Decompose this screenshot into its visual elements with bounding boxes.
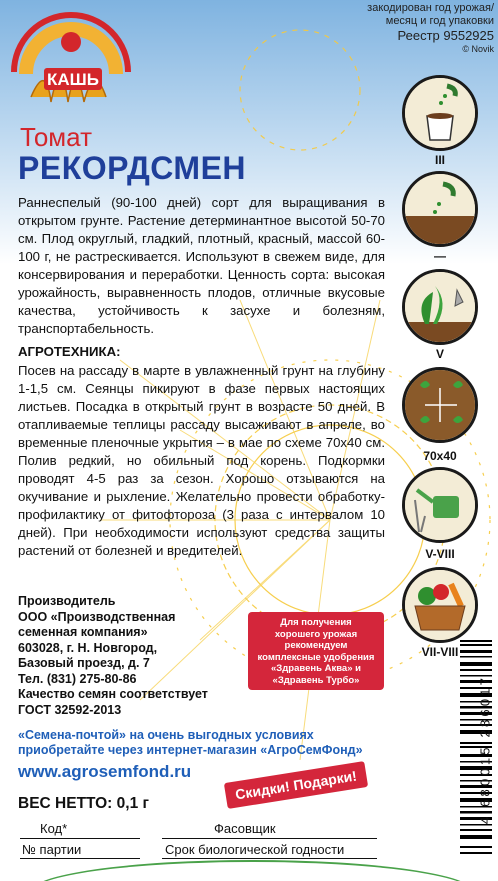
seedling-trowel-icon	[402, 269, 478, 345]
brand-logo	[6, 2, 136, 122]
fertilizer-promo	[248, 612, 384, 690]
planting-scheme-icon	[402, 367, 478, 443]
net-weight: ВЕС НЕТТО: 0,1 г	[18, 795, 149, 812]
product-type: Томат	[20, 122, 92, 152]
producer-line: Производитель	[18, 594, 116, 608]
producer-line: ГОСТ 32592-2013	[18, 702, 122, 717]
promo-line: «Здравень Аква» и	[271, 663, 361, 674]
icon-label-6: VII-VIII	[421, 645, 459, 659]
packer-label: Фасовщик	[214, 821, 276, 836]
harvest-basket-icon	[402, 567, 478, 643]
packing-info	[367, 2, 494, 56]
shelf-life-label: Срок биологической годности	[165, 842, 345, 857]
code-line	[20, 838, 140, 839]
order-line1: «Семена-почтой» на очень выгодных условиях	[18, 728, 314, 742]
logo-word: КАШЬ	[47, 70, 99, 89]
producer-line: ООО «Производственная	[18, 609, 176, 624]
website-link[interactable]: www.agrosemfond.ru	[18, 762, 192, 781]
packer-line	[162, 838, 377, 839]
batch-label: № партии	[22, 842, 82, 857]
seed-cup-icon	[402, 75, 478, 151]
producer-line: Качество семян соответствует	[18, 687, 208, 701]
icon-label-2: —	[434, 249, 446, 263]
producer-line: семенная компания»	[18, 625, 148, 639]
barcode-number: 4 680015 286017	[477, 674, 493, 825]
copyright: © Novik	[462, 44, 494, 54]
order-line2: приобретайте через интернет-магазин «АгроСемФонд»	[18, 743, 363, 757]
producer-info	[18, 594, 208, 718]
agro-heading: АГРОТЕХНИКА:	[18, 344, 121, 359]
agro-text: Посев на рассаду в марте в увлажненный грунт на глубину 1-1,5 см. Сеянцы пикируют в фазе первых настоящих листьев. Посадка в открытый грунт в возрасте 50 дней. В отапливаемые теплицы рассаду высаживают в апреле, во временные пленочные укрытия – в мае по схеме 70х40 см. Полив редкий, но обильный под корень. Подкормки проводят 4-5 раз за сезон. Хорошо отзываются на окучивание и рыхление. Желательно провести обработку-профилактику от фитофтороза (3 раза с интервалом 10 дней). При необходимости используют средства защиты растений от болезней и вредителей.	[18, 363, 385, 558]
promo-line: Для получения	[280, 617, 352, 628]
watering-can-icon	[402, 467, 478, 543]
sowing-soil-icon	[402, 171, 478, 247]
icon-label-5: V-VIII	[425, 547, 455, 561]
promo-line: «Здравень Турбо»	[272, 674, 360, 686]
icon-label-1: III	[434, 153, 445, 167]
promo-line: рекомендуем	[284, 640, 348, 651]
packing-note-line2: месяц и год упаковки	[385, 15, 494, 27]
producer-line: Базовый проезд, д. 7	[18, 656, 150, 670]
order-info	[18, 728, 363, 758]
producer-line: Тел. (831) 275-80-86	[18, 671, 137, 686]
discount-badge: Скидки! Подарки!	[224, 761, 368, 809]
batch-line	[20, 858, 140, 859]
icon-label-4: 70x40	[423, 449, 457, 463]
packing-note-line1: закодирован год урожая/	[367, 2, 494, 14]
promo-line: комплексные удобрения	[257, 651, 375, 663]
icon-label-3: V	[435, 347, 444, 361]
promo-line: хорошего урожая	[274, 628, 358, 640]
registry-number: Реестр 9552925	[397, 28, 494, 43]
producer-line: 603028, г. Н. Новгород,	[18, 640, 158, 655]
product-name: РЕКОРДСМЕН	[18, 150, 247, 186]
shelf-life-line	[162, 858, 377, 859]
code-label: Код*	[40, 821, 68, 836]
product-description: Раннеспелый (90-100 дней) сорт для выращивания в открытом грунте. Растение детерминантное высотой 50-70 см. Плод округлый, гладкий, плотный, красный, массой 60-100 г, не растрескивается. Используют в свежем виде, для консервирования и переработки. Ценность сорта: высокая урожайность, выравненность плодов, отличные вкусовые качества, устойчивость к засухе и болезням, транспортабельность.	[18, 195, 385, 336]
